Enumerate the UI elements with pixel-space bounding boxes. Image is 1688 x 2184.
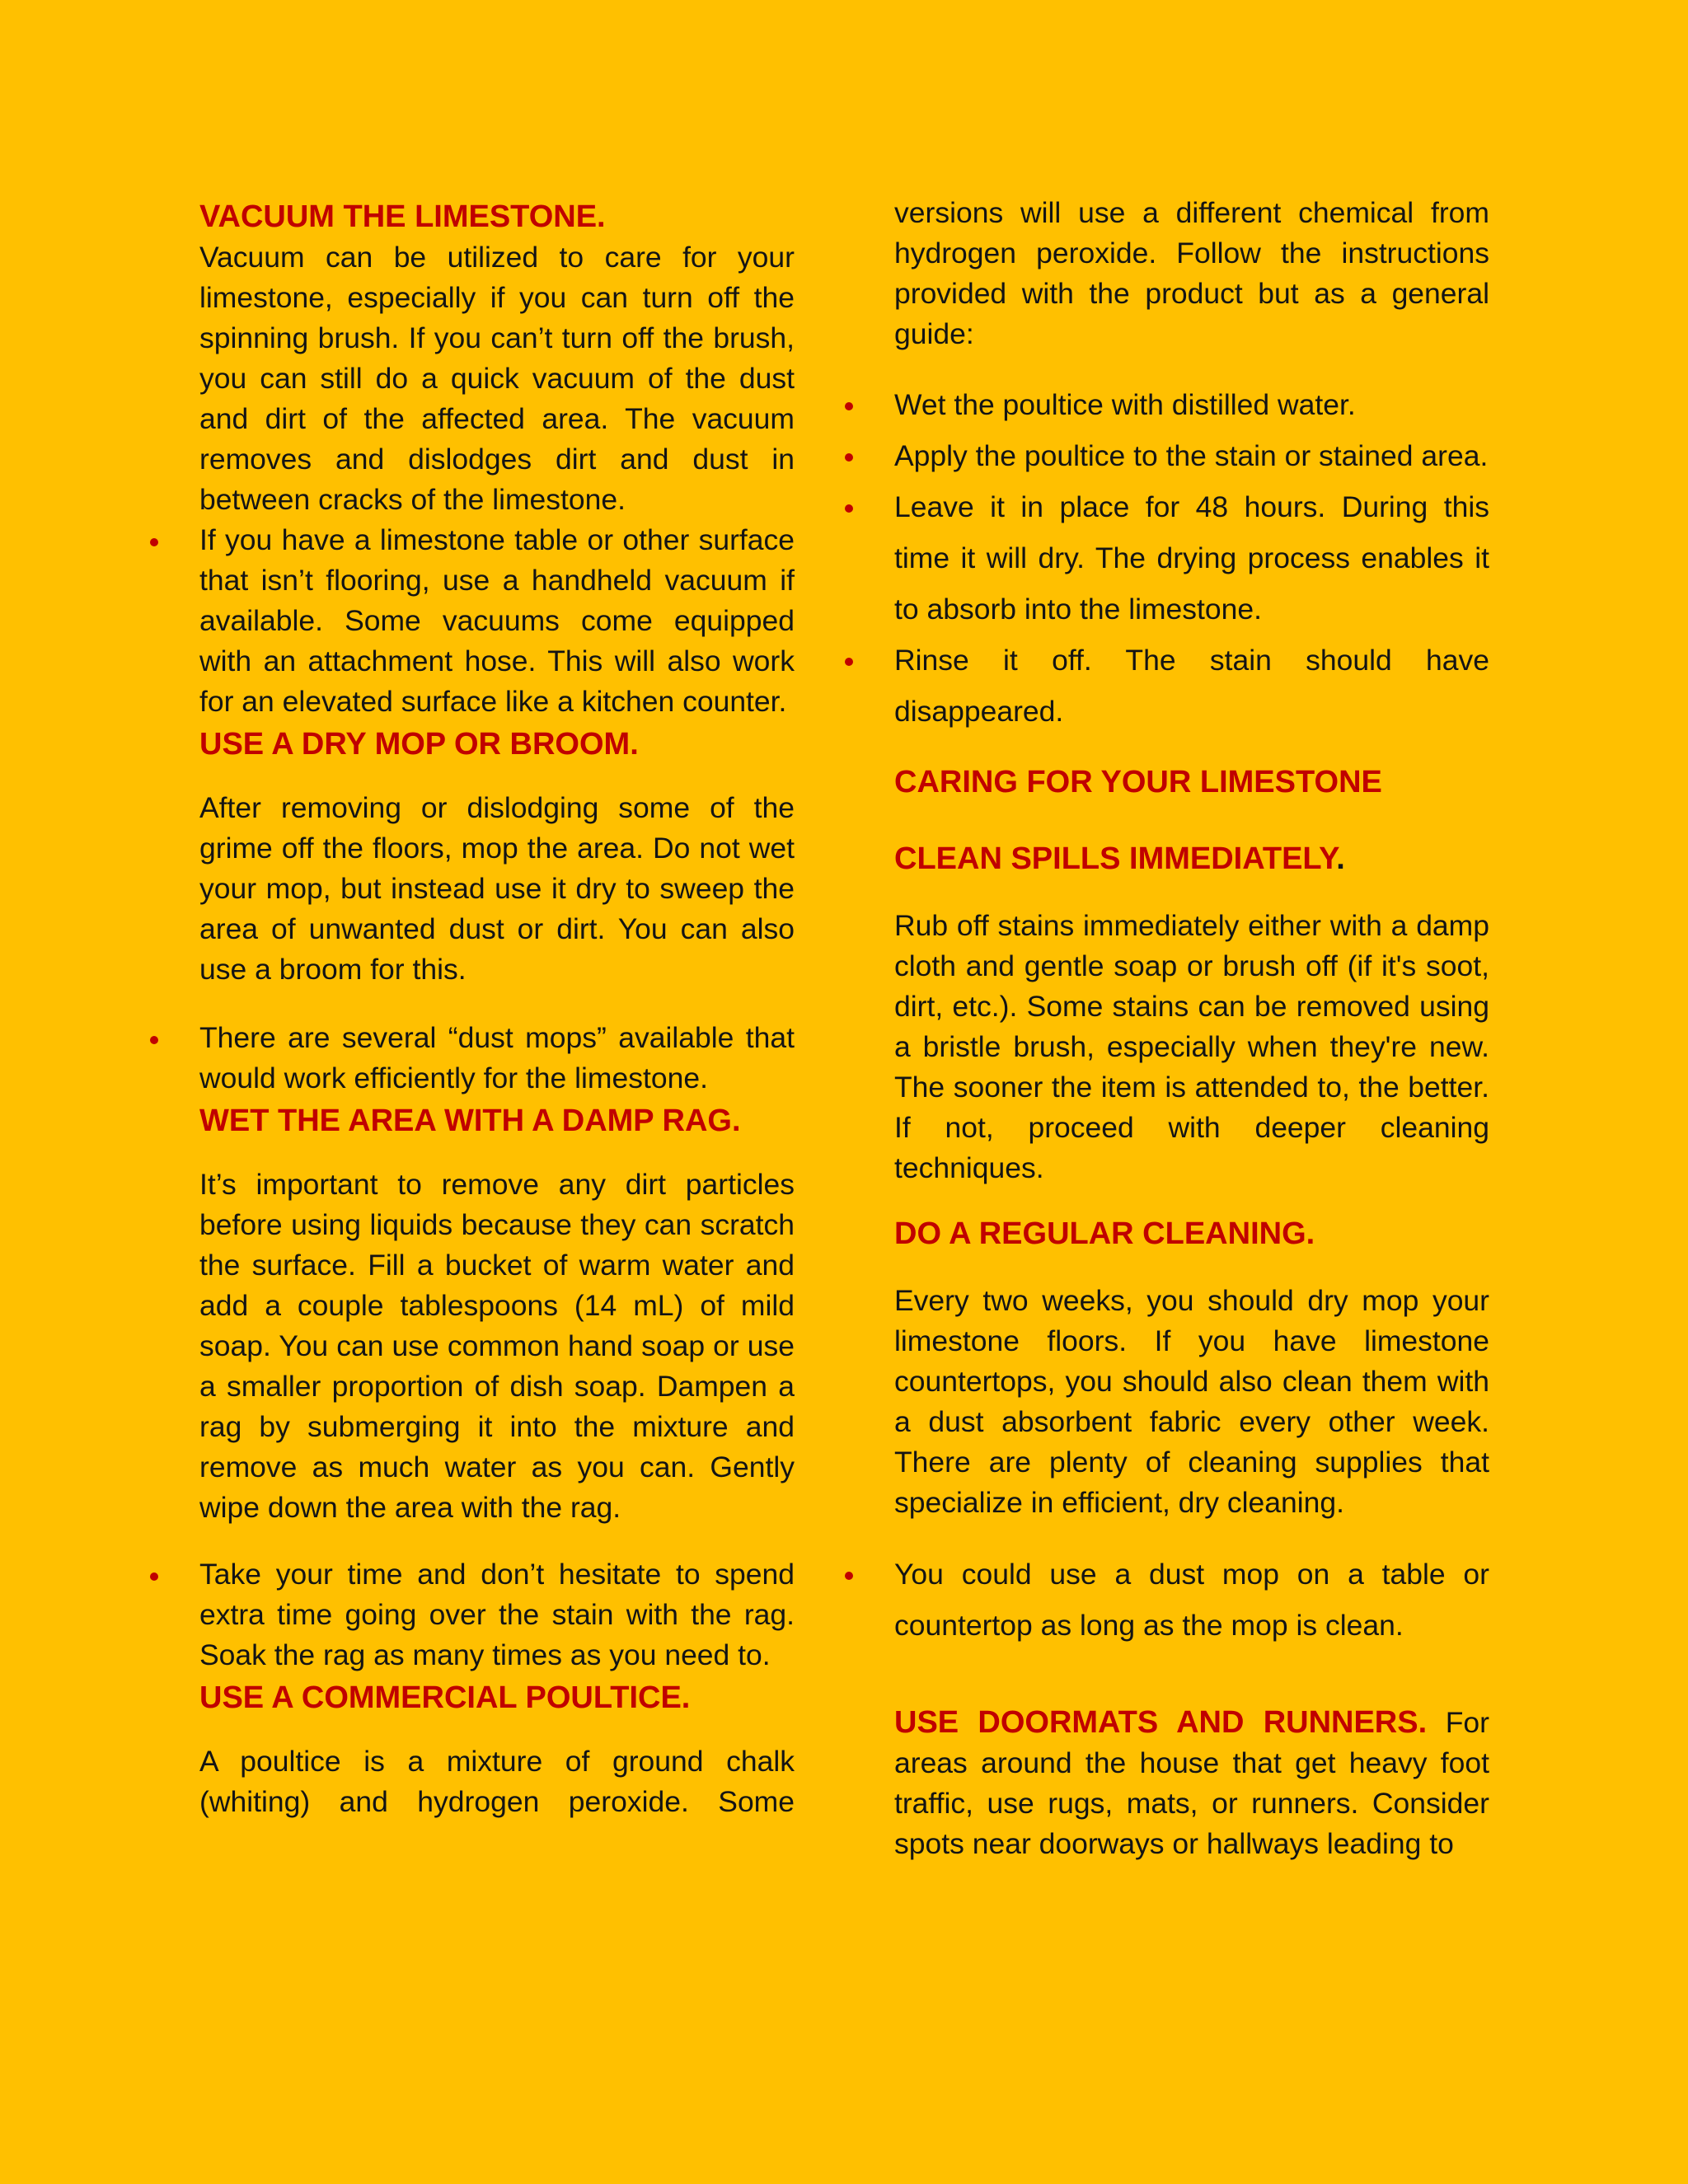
heading-clean-spills-text: CLEAN SPILLS IMMEDIATELY bbox=[894, 841, 1337, 876]
bullet-item-take-your-time bbox=[199, 1554, 795, 1675]
bullet-item-step-1 bbox=[894, 379, 1489, 430]
bullet-text: You could use a dust mop on a table or countertop as long as the mop is clean. bbox=[894, 1558, 1489, 1642]
bullet-text: Apply the poultice to the stain or stained area. bbox=[894, 439, 1489, 472]
paragraph-clean-spills: Rub off stains immediately either with a damp cloth and gentle soap or brush off (if it's soot, dirt, etc.). Some stains can be removed using a bristle brush, especially when they're new. The sooner the item is attended to, the better. If not, proceed with deeper cleaning techniques. bbox=[894, 909, 1489, 1184]
heading-regular-cleaning: DO A REGULAR CLEANING. bbox=[894, 1216, 1315, 1251]
paragraph-dry-mop: After removing or dislodging some of the grime off the floors, mop the area. Do not wet your mop, but instead use it dry to sweep the area of unwanted dust or dirt. You can also use a broom for this. bbox=[199, 791, 795, 986]
heading-damp-rag: WET THE AREA WITH A DAMP RAG. bbox=[199, 1104, 741, 1138]
bullet-text: Wet the poultice with distilled water. bbox=[894, 388, 1356, 421]
bullet-item-step-2 bbox=[894, 430, 1489, 481]
paragraph-vacuum: Vacuum can be utilized to care for your limestone, especially if you can turn off the spinning brush. If you can’t turn off the brush, you can still do a quick vacuum of the dust and dirt of the affected area. The vacuum removes and dislodges dirt and dust in between cracks of the limestone. bbox=[199, 241, 795, 516]
bullet-icon bbox=[845, 453, 853, 462]
heading-dry-mop: USE A DRY MOP OR BROOM. bbox=[199, 727, 639, 762]
bullet-text: Take your time and don’t hesitate to spend extra time going over the stain with the rag. Soak the rag as many times as you need to. bbox=[199, 1558, 795, 1671]
paragraph-regular-cleaning: Every two weeks, you should dry mop your limestone floors. If you have limestone countertops, you should also clean them with a dust absorbent fabric every other week. There are plenty of cleaning supplies that specialize in efficient, dry cleaning. bbox=[894, 1284, 1489, 1519]
heading-poultice: USE A COMMERCIAL POULTICE. bbox=[199, 1680, 691, 1715]
bullet-text: If you have a limestone table or other surface that isn’t flooring, use a handheld vacuum if available. Some vacuums come equipped with an attachment hose. This will also work for an elevated surface like a kitchen counter. bbox=[199, 523, 795, 718]
paragraph-damp-rag: It’s important to remove any dirt particles before using liquids because they can scratch the surface. Fill a bucket of warm water and add a couple tablespoons (14 mL) of mild soap. You can use common hand soap or use a smaller proportion of dish soap. Dampen a rag by submerging it into the mixture and remove as much water as you can. Gently wipe down the area with the rag. bbox=[199, 1168, 795, 1524]
bullet-item-step-3 bbox=[894, 481, 1489, 635]
paragraph-doormats bbox=[894, 1702, 1489, 1864]
heading-period: . bbox=[1336, 841, 1345, 876]
left-column bbox=[199, 198, 795, 1822]
paragraph-doormats-text: For areas around the house that get heavy foot traffic, use rugs, mats, or runners. Consider spots near doorways or hallways leading to bbox=[894, 1706, 1489, 1860]
right-column bbox=[894, 198, 1489, 1864]
heading-doormats: USE DOORMATS AND RUNNERS. bbox=[894, 1705, 1428, 1740]
bullet-icon bbox=[845, 658, 853, 666]
bullet-item-handheld-vacuum bbox=[199, 520, 795, 722]
paragraph-poultice-continued: versions will use a different chemical from hydrogen peroxide. Follow the instructions provided with the product but as a general guide: bbox=[894, 196, 1489, 350]
bullet-icon bbox=[150, 1572, 158, 1581]
bullet-text: Rinse it off. The stain should have disappeared. bbox=[894, 644, 1489, 728]
bullet-icon bbox=[845, 402, 853, 410]
bullet-icon bbox=[845, 504, 853, 513]
poultice-steps-list bbox=[894, 379, 1489, 737]
heading-vacuum: VACUUM THE LIMESTONE. bbox=[199, 199, 606, 234]
heading-clean-spills bbox=[894, 838, 1489, 879]
heading-caring: CARING FOR YOUR LIMESTONE bbox=[894, 765, 1382, 799]
bullet-icon bbox=[845, 1572, 853, 1580]
bullet-item-dust-mops bbox=[199, 1018, 795, 1099]
bullet-item-step-4 bbox=[894, 635, 1489, 737]
bullet-item-dust-mop-table bbox=[894, 1549, 1489, 1651]
paragraph-poultice: A poultice is a mixture of ground chalk (whiting) and hydrogen peroxide. Some bbox=[199, 1745, 795, 1818]
bullet-text: Leave it in place for 48 hours. During this time it will dry. The drying process enables it to absorb into the limestone. bbox=[894, 490, 1489, 626]
bullet-icon bbox=[150, 538, 158, 546]
bullet-icon bbox=[150, 1036, 158, 1044]
bullet-text: There are several “dust mops” available that would work efficiently for the limestone. bbox=[199, 1021, 795, 1094]
